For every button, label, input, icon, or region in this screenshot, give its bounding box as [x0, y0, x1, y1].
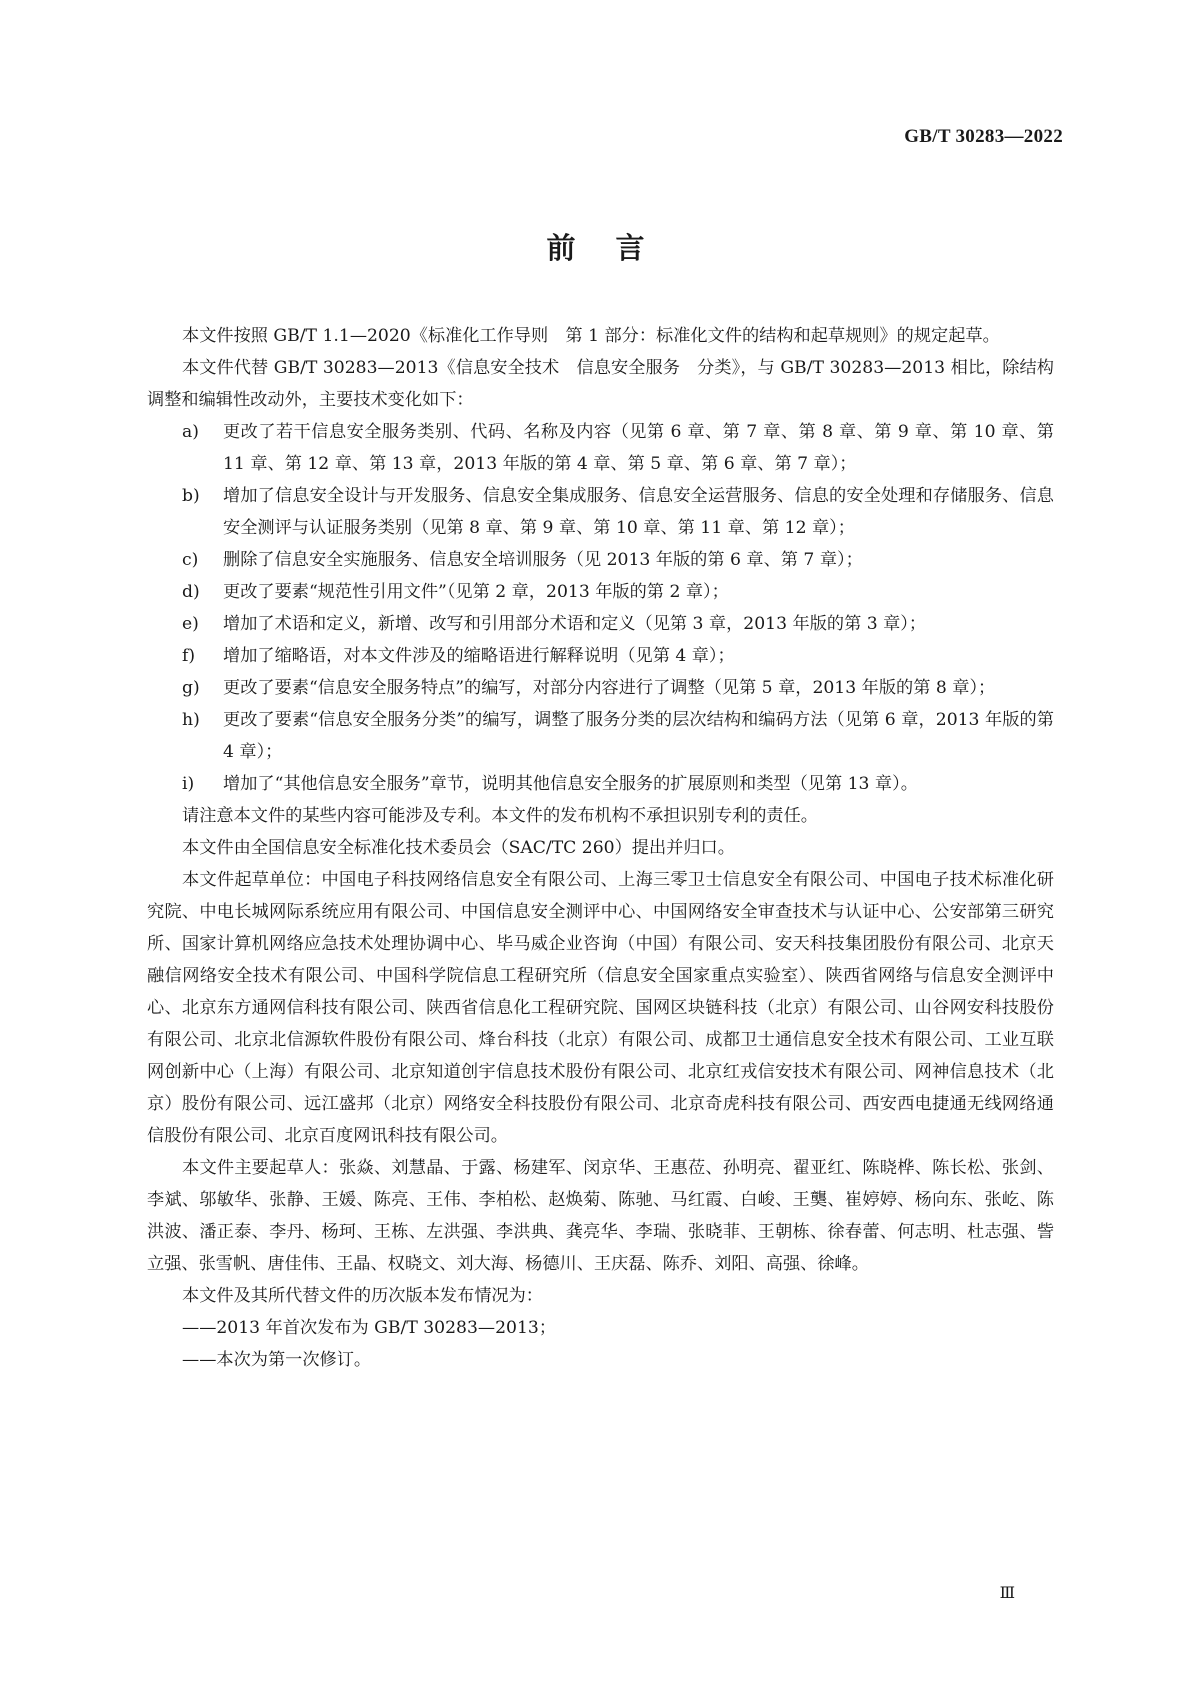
history-list [147, 1312, 1054, 1376]
list-item-text: 增加了缩略语，对本文件涉及的缩略语进行解释说明（见第 4 章）； [223, 646, 735, 666]
list-item-label: h) [182, 710, 200, 730]
list-item-label: i) [182, 774, 195, 794]
list-item [147, 480, 1054, 544]
page-title: 前言 [546, 231, 685, 265]
paragraph-committee: 本文件由全国信息安全标准化技术委员会（SAC/TC 260）提出并归口。 [182, 838, 735, 858]
list-item-label: g) [182, 678, 200, 698]
list-item-text: 更改了若干信息安全服务类别、代码、名称及内容（见第 6 章、第 7 章、第 8 章、第 9 章、第 10 章、第 11 章、第 12 章、第 13 章，2013 年版的第 4 章、第 5 章、第 6 章、第 7 章）； [223, 422, 1054, 474]
list-item [147, 576, 1054, 608]
list-item-label: d) [182, 582, 200, 602]
list-item-label: b) [182, 486, 200, 506]
paragraph-history-intro: 本文件及其所代替文件的历次版本发布情况为： [182, 1286, 543, 1306]
paragraph-drafting-units: 本文件起草单位：中国电子科技网络信息安全有限公司、上海三零卫士信息安全有限公司、中国电子技术标准化研究院、中电长城网际系统应用有限公司、中国信息安全测评中心、中国网络安全审查技术与认证中心、公安部第三研究所、国家计算机网络应急技术处理协调中心、毕马威企业咨询（中国）有限公司、安天科技集团股份有限公司、北京天融信网络安全技术有限公司、中国科学院信息工程研究所（信息安全国家重点实验室）、陕西省网络与信息安全测评中心、北京东方通网信科技有限公司、陕西省信息化工程研究院、国网区块链科技（北京）有限公司、山谷网安科技股份有限公司、北京北信源软件股份有限公司、烽台科技（北京）有限公司、成都卫士通信息安全技术有限公司、工业互联网创新中心（上海）有限公司、北京知道创宇信息技术股份有限公司、北京红戎信安技术有限公司、网神信息技术（北京）股份有限公司、远江盛邦（北京）网络安全科技股份有限公司、北京奇虎科技有限公司、西安西电捷通无线网络通信股份有限公司、北京百度网讯科技有限公司。 [147, 870, 1054, 1146]
list-item-text: 增加了“其他信息安全服务”章节，说明其他信息安全服务的扩展原则和类型（见第 13 章）。 [223, 774, 918, 794]
list-item-text: 删除了信息安全实施服务、信息安全培训服务（见 2013 年版的第 6 章、第 7 章）； [223, 550, 863, 570]
changes-list [147, 416, 1054, 800]
page-number: Ⅲ [999, 1585, 1015, 1602]
list-item [147, 672, 1054, 704]
list-item [147, 608, 1054, 640]
list-item-label: e) [182, 614, 199, 634]
list-item [147, 544, 1054, 576]
paragraph-replacement: 本文件代替 GB/T 30283—2013《信息安全技术 信息安全服务 分类》，与 GB/T 30283—2013 相比，除结构调整和编辑性改动外，主要技术变化如下： [147, 358, 1054, 410]
list-item-text: 增加了信息安全设计与开发服务、信息安全集成服务、信息安全运营服务、信息的安全处理和存储服务、信息安全测评与认证服务类别（见第 8 章、第 9 章、第 10 章、第 11 章、第 12 章）； [223, 486, 1054, 538]
list-item-label: a) [182, 422, 199, 442]
paragraph-patent-notice: 请注意本文件的某些内容可能涉及专利。本文件的发布机构不承担识别专利的责任。 [182, 806, 818, 826]
list-item-label: f) [182, 646, 196, 666]
history-item: ——本次为第一次修订。 [182, 1350, 372, 1370]
history-item: ——2013 年首次发布为 GB/T 30283—2013； [182, 1318, 557, 1338]
list-item-label: c) [182, 550, 199, 570]
list-item-text: 更改了要素“规范性引用文件”（见第 2 章，2013 年版的第 2 章）； [223, 582, 729, 602]
paragraph-drafting-rules: 本文件按照 GB/T 1.1—2020《标准化工作导则 第 1 部分：标准化文件的结构和起草规则》的规定起草。 [182, 326, 1000, 346]
standard-code: GB/T 30283—2022 [904, 126, 1063, 147]
list-item [147, 704, 1054, 768]
list-item-text: 更改了要素“信息安全服务分类”的编写，调整了服务分类的层次结构和编码方法（见第 6 章，2013 年版的第 4 章）； [223, 710, 1054, 762]
list-item [147, 768, 1054, 800]
list-item-text: 更改了要素“信息安全服务特点”的编写，对部分内容进行了调整（见第 5 章，2013 年版的第 8 章）； [223, 678, 996, 698]
list-item [147, 640, 1054, 672]
list-item [147, 416, 1054, 480]
list-item-text: 增加了术语和定义，新增、改写和引用部分术语和定义（见第 3 章，2013 年版的第 3 章）； [223, 614, 927, 634]
foreword-body [147, 320, 1054, 1376]
paragraph-drafters: 本文件主要起草人：张焱、刘慧晶、于露、杨建军、闵京华、王惠莅、孙明亮、翟亚红、陈晓桦、陈长松、张剑、李斌、邬敏华、张静、王媛、陈亮、王伟、李柏松、赵焕菊、陈驰、马红霞、白峻、王龑、崔婷婷、杨向东、张屹、陈洪波、潘正泰、李丹、杨珂、王栋、左洪强、李洪典、龚亮华、李瑞、张晓菲、王朝栋、徐春蕾、何志明、杜志强、訾立强、张雪帆、唐佳伟、王晶、权晓文、刘大海、杨德川、王庆磊、陈乔、刘阳、高强、徐峰。 [147, 1158, 1054, 1274]
